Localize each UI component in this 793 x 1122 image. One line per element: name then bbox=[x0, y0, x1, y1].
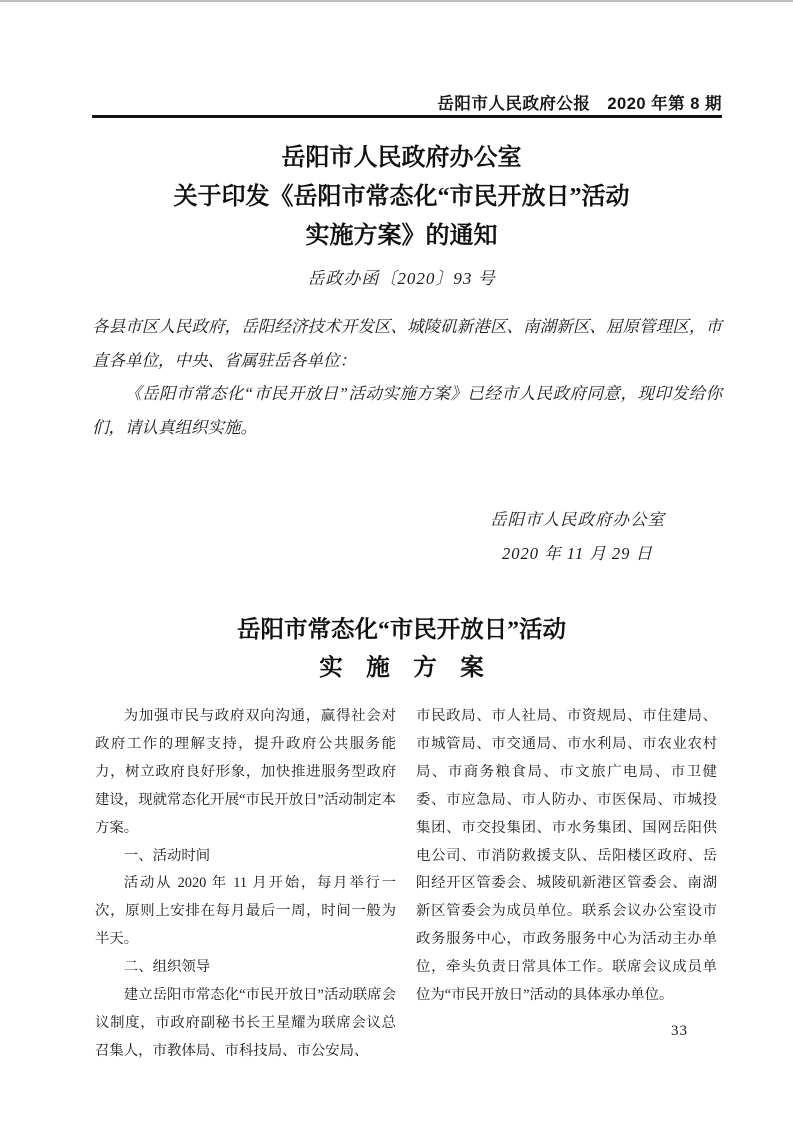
notice-title-line-2: 关于印发《岳阳市常态化“市民开放日”活动 bbox=[173, 184, 630, 210]
plan-title bbox=[10, 611, 793, 687]
signature-block bbox=[490, 503, 665, 571]
plan-body-right-column bbox=[416, 703, 717, 1066]
signature-org: 岳阳市人民政府办公室 bbox=[490, 510, 665, 529]
scan-edge-line bbox=[0, 0, 793, 2]
notice-title bbox=[10, 139, 793, 256]
plan-title-line-2: 实 施 方 案 bbox=[319, 655, 484, 681]
plan-title-line-1: 岳阳市常态化“市民开放日”活动 bbox=[237, 617, 566, 643]
notice-body bbox=[92, 310, 722, 444]
plan-section-2-continuation: 市民政局、市人社局、市资规局、市住建局、市城管局、市交通局、市水利局、市农业农村局、市商务粮食局、市文旅广电局、市卫健委、市应急局、市人防办、市医保局、市城投集团、市交投集团、市水务集团、国网岳阳供电公司、市消防救援支队、岳阳楼区政府、岳阳经开区管委会、城陵矶新港区管委会、南湖新区管委会为成员单位。联系会议办公室设市政务服务中心，市政务服务中心为活动主办单位，牵头负责日常具体工作。联席会议成员单位为“市民开放日”活动的具体承办单位。 bbox=[416, 708, 717, 1004]
notice-paragraph: 《岳阳市常态化“市民开放日”活动实施方案》已经市人民政府同意，现印发给你们，请认真组织实施。 bbox=[92, 384, 722, 437]
plan-section-1-heading: 一、活动时间 bbox=[123, 847, 211, 864]
notice-recipients: 各县市区人民政府，岳阳经济技术开发区、城陵矶新港区、南湖新区、屈原管理区，市直各单位，中央、省属驻岳各单位： bbox=[92, 317, 722, 370]
header-rule bbox=[92, 115, 722, 118]
plan-section-1-text: 活动从 2020 年 11 月开始，每月举行一次，原则上安排在每月最后一周，时间一般为半天。 bbox=[95, 875, 396, 948]
document-number: 岳政办函〔2020〕93 号 bbox=[307, 269, 496, 288]
plan-body-left-column bbox=[95, 703, 396, 1066]
running-header-text: 岳阳市人民政府公报 2020 年第 8 期 bbox=[437, 95, 722, 113]
plan-section-2-text: 建立岳阳市常态化“市民开放日”活动联席会议制度，市政府副秘书长王星耀为联席会议总召集人，市教体局、市科技局、市公安局、 bbox=[95, 987, 396, 1059]
plan-intro-paragraph: 为加强市民与政府双向沟通，赢得社会对政府工作的理解支持，提升政府公共服务能力，树立政府良好形象，加快推进服务型政府建设，现就常态化开展“市民开放日”活动制定本方案。 bbox=[95, 708, 396, 836]
signature-date: 2020 年 11 月 29 日 bbox=[502, 544, 653, 563]
plan-section-2-heading: 二、组织领导 bbox=[123, 959, 211, 976]
notice-title-line-3: 实施方案》的通知 bbox=[305, 223, 498, 249]
notice-title-line-1: 岳阳市人民政府办公室 bbox=[281, 145, 522, 171]
running-header bbox=[92, 90, 722, 114]
plan-body bbox=[95, 703, 717, 1066]
page-number: 33 bbox=[671, 1023, 688, 1039]
